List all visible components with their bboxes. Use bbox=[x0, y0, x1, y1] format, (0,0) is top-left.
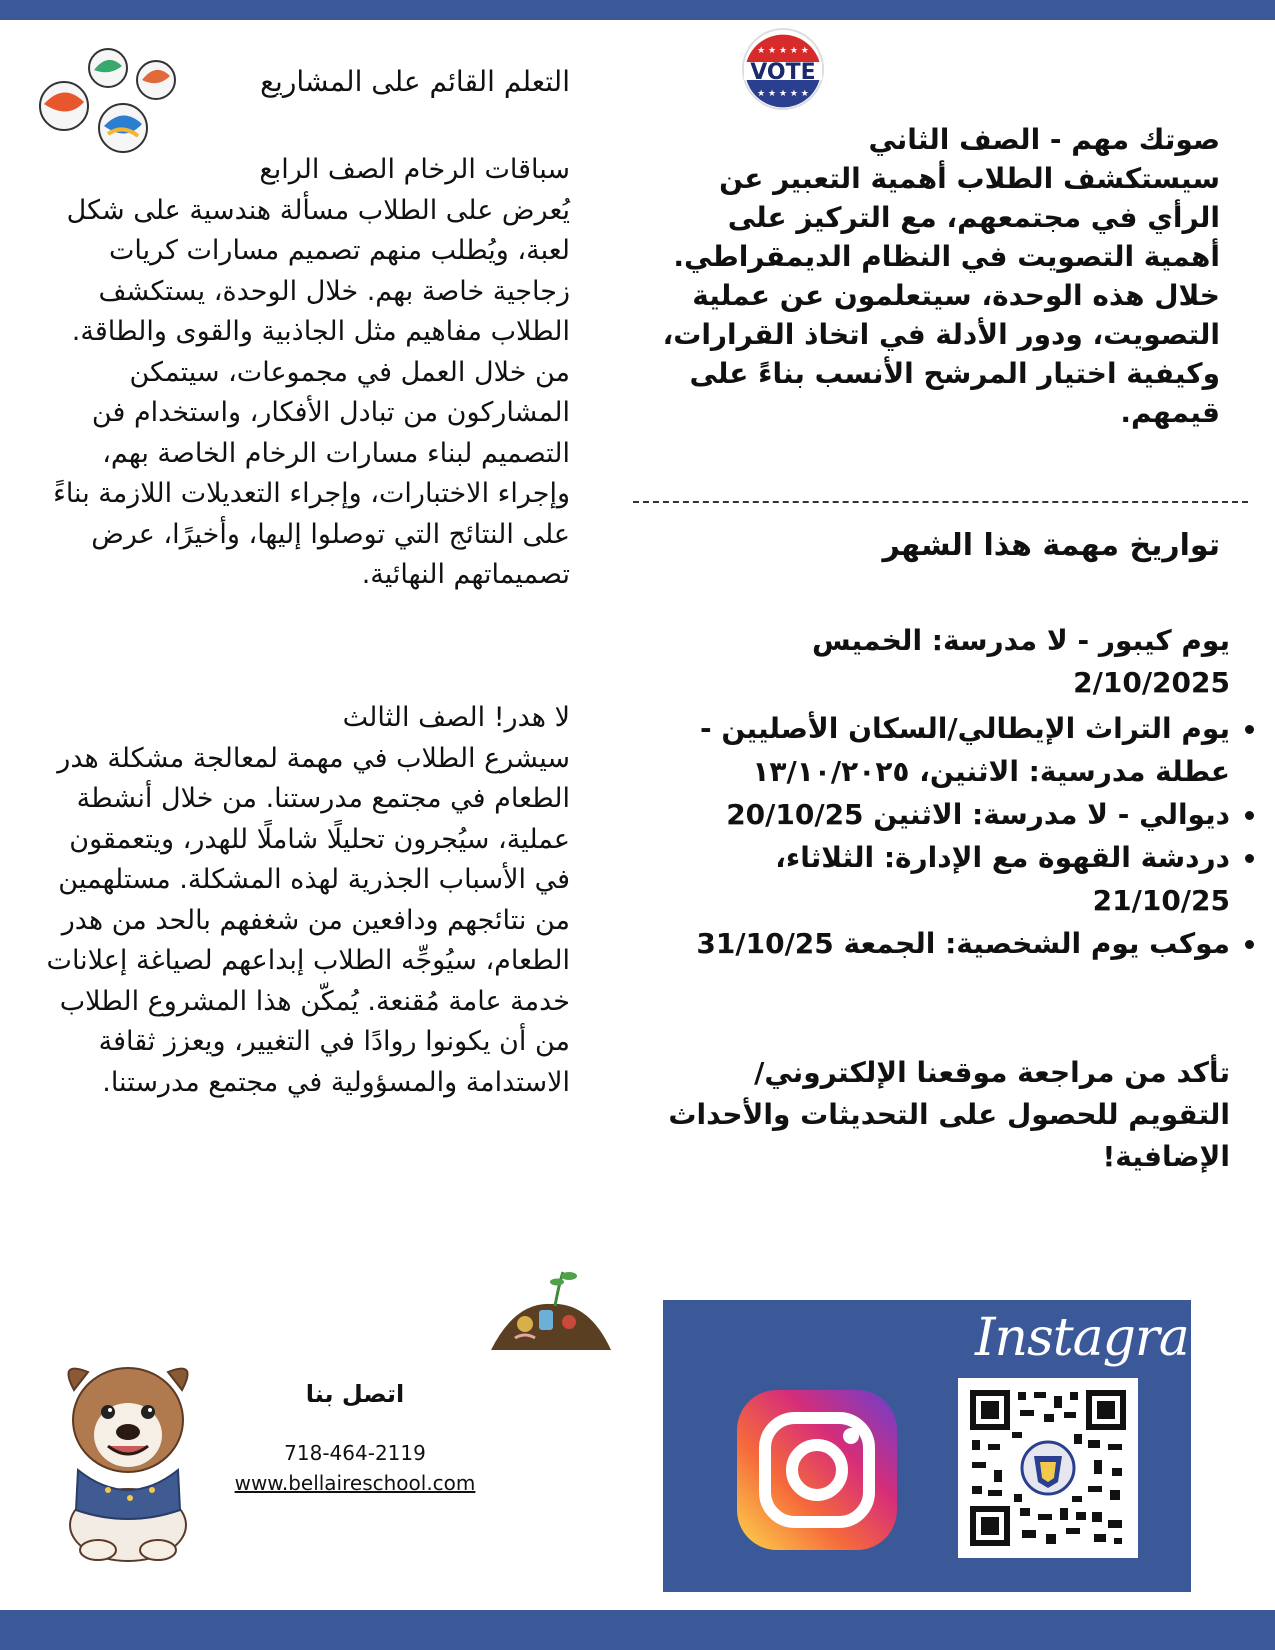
svg-text:★ ★ ★ ★ ★: ★ ★ ★ ★ ★ bbox=[757, 89, 809, 99]
instagram-panel bbox=[663, 1300, 1238, 1592]
date-item-parade: • موكب يوم الشخصية: الجمعة 31/10/25 bbox=[640, 922, 1230, 965]
pbl-title: التعلم القائم على المشاريع bbox=[260, 65, 570, 98]
compost-icon bbox=[485, 1262, 617, 1362]
website-reminder: تأكد من مراجعة موقعنا الإلكتروني/ التقويم للحصول على التحديثات والأحداث الإضافية! bbox=[668, 1056, 1230, 1173]
contact-website-link[interactable]: www.bellaireschool.com bbox=[234, 1471, 476, 1495]
voice-title: صوتك مهم - الصف الثاني bbox=[868, 123, 1220, 156]
svg-text:VOTE: VOTE bbox=[750, 60, 816, 85]
date-item-diwali: • ديوالي - لا مدرسة: الاثنين 20/10/25 bbox=[640, 793, 1230, 836]
dashed-divider bbox=[633, 501, 1248, 503]
top-bar bbox=[0, 0, 1275, 20]
voice-body: سيستكشف الطلاب أهمية التعبير عن الرأي في مجتمعهم، مع التركيز على أهمية التصويت في النظام الديمقراطي. خلال هذه الوحدة، سيتعلمون عن عملية التصويت، ودور الأدلة في اتخاذ القرارات، وكيفية اختيار المرشح الأنسب بناءً على قيمهم. bbox=[662, 162, 1220, 429]
instagram-wordmark: Instagram bbox=[975, 1308, 1238, 1368]
qr-code-icon[interactable] bbox=[958, 1378, 1138, 1558]
date-item-heritage: • يوم التراث الإيطالي/السكان الأصليين - عطلة مدرسية: الاثنين، ١٣/١٠/٢٠٢٥ bbox=[640, 707, 1230, 793]
marble-heading: سباقات الرخام الصف الرابع bbox=[259, 154, 570, 185]
contact-title: اتصل بنا bbox=[305, 1380, 405, 1408]
marble-section bbox=[40, 150, 570, 596]
waste-body: سيشرع الطلاب في مهمة لمعالجة مشكلة هدر الطعام في مجتمع مدرستنا. من خلال أنشطة عملية، سيُجرون تحليلًا شاملًا للهدر، ويتعمقون في الأسباب الجذرية لهذه المشكلة. مستلهمين من نتائجهم ودافعين من شغفهم بالحد من هدر الطعام، سيُوجِّه الطلاب إبداعهم لصياغة إعلانات خدمة عامة مُقنعة. يُمكّن هذا المشروع الطلاب من أن يكونوا روادًا في التغيير، ويعزز ثقافة الاستدامة والمسؤولية في مجتمع مدرستنا. bbox=[46, 742, 570, 1098]
waste-heading: لا هدر! الصف الثالث bbox=[342, 702, 570, 733]
contact-phone[interactable]: 718-464-2119 bbox=[284, 1441, 426, 1465]
voice-section bbox=[660, 120, 1220, 432]
contact-section bbox=[230, 1380, 480, 1498]
marble-paragraph-1: يُعرض على الطلاب مسألة هندسية على شكل لعبة، ويُطلب منهم تصميم مسارات كريات زجاجية خاصة بهم. خلال الوحدة، يستكشف الطلاب مفاهيم مثل الجاذبية والقوى والطاقة. bbox=[66, 194, 570, 347]
marbles-icon bbox=[38, 46, 183, 158]
date-item-coffee: • دردشة القهوة مع الإدارة: الثلاثاء، 21/10/25 bbox=[640, 836, 1230, 922]
kippur-date: يوم كيبور - لا مدرسة: الخميس 2/10/2025 bbox=[811, 624, 1230, 699]
waste-section bbox=[40, 698, 570, 1103]
bulldog-mascot-icon bbox=[48, 1350, 208, 1565]
bottom-bar bbox=[0, 1610, 1275, 1650]
dates-list bbox=[640, 707, 1268, 965]
instagram-logo-icon[interactable] bbox=[735, 1388, 899, 1552]
vote-badge-icon bbox=[740, 26, 826, 112]
svg-text:★ ★ ★ ★ ★: ★ ★ ★ ★ ★ bbox=[757, 46, 809, 56]
dates-title: تواريخ مهمة هذا الشهر bbox=[882, 528, 1220, 563]
marble-paragraph-2: من خلال العمل في مجموعات، سيتمكن المشاركون من تبادل الأفكار، واستخدام فن التصميم لبناء مسارات الرخام الخاصة بهم، وإجراء الاختبارات، وإجراء التعديلات اللازمة بناءً على النتائج التي توصلوا إليها، وأخيرًا، عرض تصميماتهم النهائية. bbox=[53, 356, 570, 590]
